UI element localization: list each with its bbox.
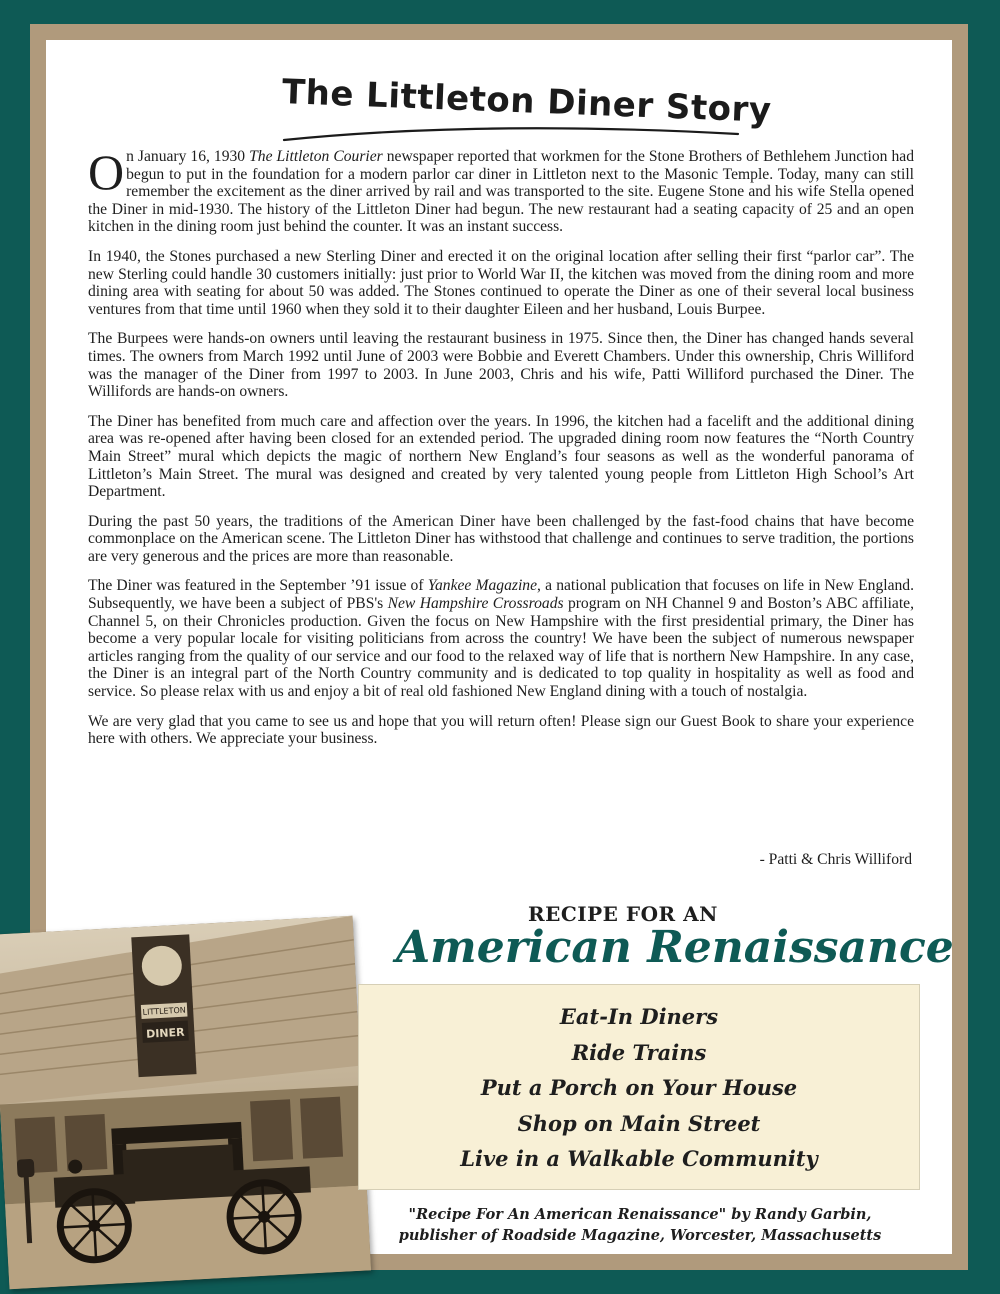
recipe-heading: RECIPE FOR AN — [528, 902, 718, 926]
story-paragraph-1: On January 16, 1930 The Littleton Courier newspaper reported that workmen for the Stone Brothers of Bethlehem Junction had begun to put in the foundation for a modern parlor car diner in Littleton next to the Masonic Temple. Today, many can still remember the excitement as the diner arrived by rail and was transported to the site. Eugene Stone and his wife Stella opened the Diner in mid-1930. The history of the Littleton Diner had begun. The new restaurant had a seating capacity of 25 and an open kitchen in the dining room just behind the counter. It was an instant success. — [88, 144, 914, 236]
story-paragraph-6: The Diner was featured in the September ’91 issue of Yankee Magazine, a national publication that focuses on life in New England. Subsequently, we have been a subject of PBS's New Hampshire Crossroads program on NH Channel 9 and Boston’s ABC affiliate, Channel 5, on their Chronicles production. Given the focus on New Hampshire with the first presidential primary, the Diner has become a very popular locale for visiting politicians from across the country! We have been the subject of numerous newspaper articles ranging from the quality of our service and our food to the relaxed way of life that is northern New Hampshire. In any case, the Diner is an integral part of the North Country community and is dedicated to top quality in hospitality as well as food and service. So please relax with us and enjoy a bit of real old fashioned New England dining with a touch of nostalgia. — [88, 577, 915, 701]
drop-cap: O — [88, 144, 125, 200]
recipe-item: Put a Porch on Your House — [480, 1075, 798, 1100]
story-paragraph-7: We are very glad that you came to see us and hope that you will return often! Please sign our Guest Book to share your experience here with others. We appreciate your business. — [88, 712, 914, 748]
title-block — [260, 62, 773, 152]
recipe-credit — [360, 1204, 920, 1246]
recipe-item: Eat-In Diners — [559, 1004, 719, 1029]
recipe-box — [358, 984, 920, 1190]
recipe-item: Live in a Walkable Community — [460, 1146, 818, 1171]
recipe-list — [359, 985, 919, 1177]
vintage-car-diner-image — [0, 916, 371, 1289]
credit-line-2: publisher of Roadside Magazine, Worcester, Massachusetts — [398, 1227, 882, 1244]
story-paragraph-3: The Burpees were hands-on owners until leaving the restaurant business in 1975. Since then, the Diner has changed hands several times. The owners from March 1992 until June of 2003 were Bobbie and Everett Chambers. Under this ownership, Chris Williford was the manager of the Diner from 1997 to 2003. In June 2003, Chris and his wife, Patti Williford purchased the Diner. The Willifords are hands-on owners. — [88, 330, 914, 401]
svg-text:LITTLETON: LITTLETON — [142, 1005, 186, 1017]
svg-text:DINER: DINER — [145, 1025, 185, 1041]
diner-photo — [0, 916, 371, 1289]
story-paragraph-4: The Diner has benefited from much care and affection over the years. In 1996, the kitchen had a facelift and the additional dining area was re-opened after having been closed for an extended period. The upgraded dining room now features the “North Country Main Street” mural which depicts the magic of northern New England’s four seasons as well as the wonderful panorama of Littleton’s Main Street. The mural was designed and created by very talented young people from Littleton High School’s Art Department. — [88, 412, 914, 501]
recipe-item: Ride Trains — [571, 1039, 707, 1065]
signature: - Patti & Chris Williford — [759, 851, 912, 868]
story-paragraph-2: In 1940, the Stones purchased a new Sterling Diner and erected it on the original location after selling their first “parlor car”. The new Sterling could handle 30 customers initially: just prior to World War II, the kitchen was moved from the dining room and more dining area with seating for about 50 was added. The Stones continued to operate the Diner as one of their several local business ventures from that time until 1960 when they sold it to their daughter Eileen and her husband, Louis Burpee. — [88, 247, 914, 318]
story-text — [88, 144, 915, 760]
page-title: The Littleton Diner Story — [281, 72, 773, 131]
recipe-item: Shop on Main Street — [517, 1110, 761, 1136]
recipe-title: American Renaissance — [396, 922, 954, 973]
story-paragraph-5: During the past 50 years, the traditions of the American Diner have been challenged by the fast-food chains that have become commonplace on the American scene. The Littleton Diner has withstood that challenge and continues to serve tradition, the portions are very generous and the prices are more than reasonable. — [88, 512, 914, 565]
title-swoosh — [282, 118, 742, 148]
credit-line-1: "Recipe For An American Renaissance" by Randy Garbin, — [408, 1206, 872, 1223]
